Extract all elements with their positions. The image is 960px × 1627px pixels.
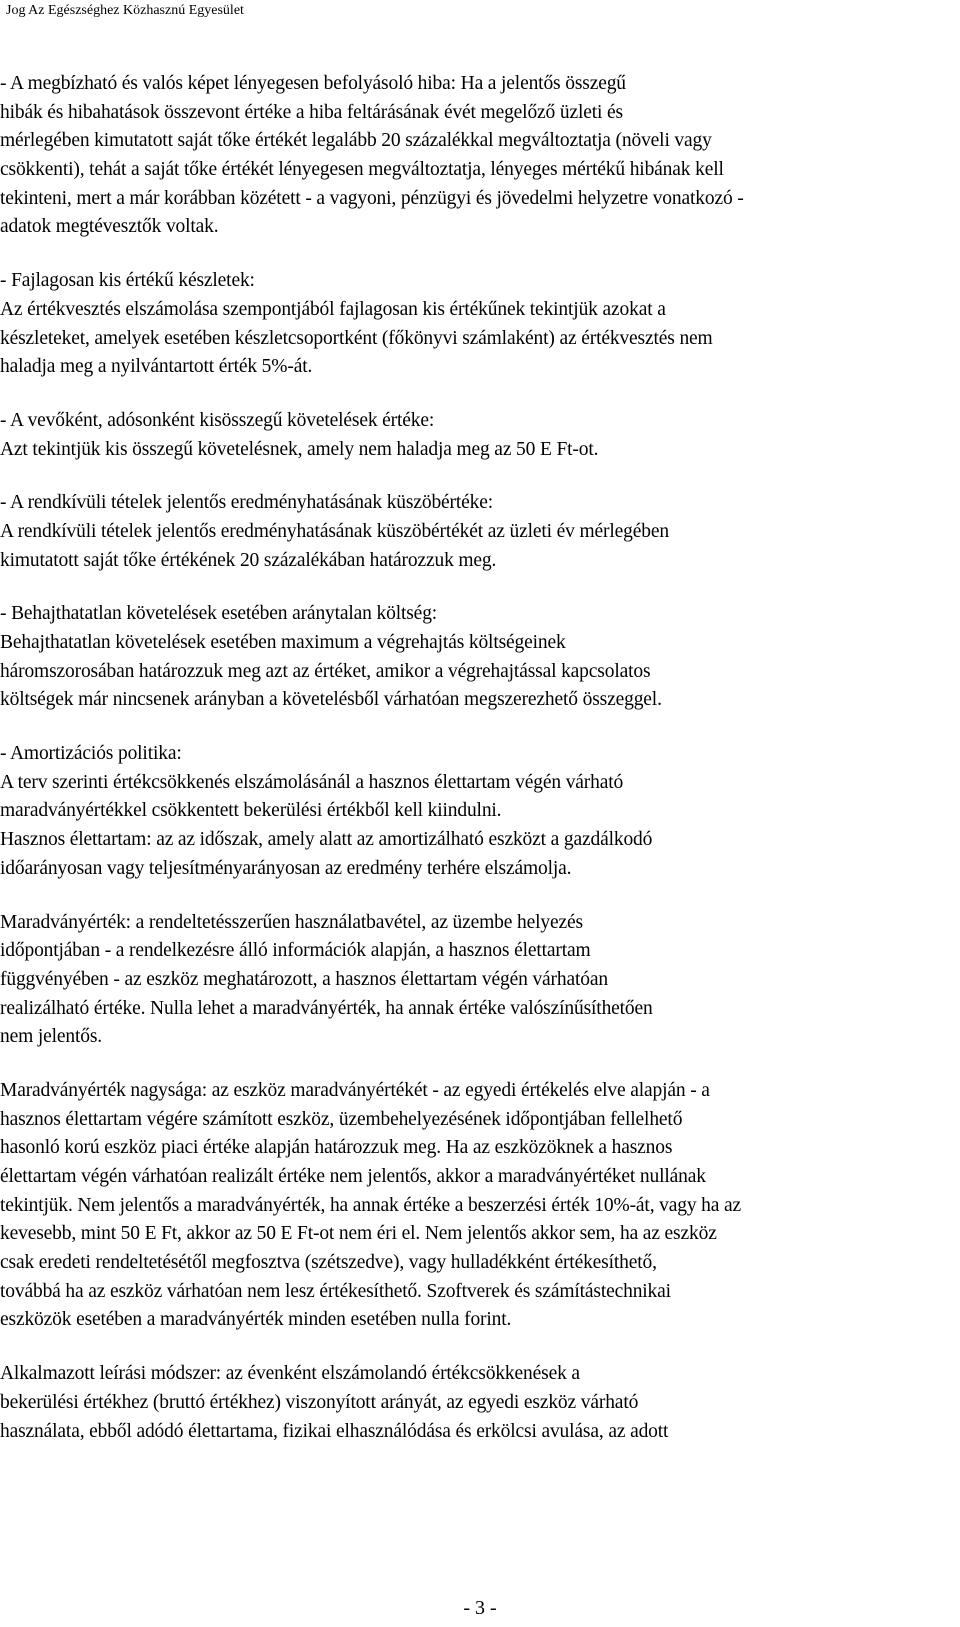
text-line: készleteket, amelyek esetében készletcsoportként (főkönyvi számlaként) az értékvesztés nem [0,327,713,349]
section-heading: - A rendkívüli tételek jelentős eredményhatásának küszöbértéke: [0,492,494,514]
text-line: csak eredeti rendeltetésétől megfosztva (szétszedve), vagy hulladékként értékesíthető, [0,1252,657,1274]
text-line: tekintjük. Nem jelentős a maradványérték, ha annak értéke a beszerzési érték 10%-át, vagy ha az [0,1194,742,1216]
text-line: A rendkívüli tételek jelentős eredményhatásának küszöbértékét az üzleti év mérlegében [0,520,669,542]
text-line: adatok megtévesztők voltak. [0,216,219,238]
paragraph-residual-value [0,909,946,1052]
text-line: Alkalmazott leírási módszer: az évenként elszámolandó értékcsökkenések a [0,1363,580,1385]
organization-header: Jog Az Egészséghez Közhasznú Egyesület [6,3,244,18]
text-line: - A megbízható és valós képet lényegesen befolyásoló hiba: Ha a jelentős összegű [0,73,626,94]
text-line: realizálható értéke. Nulla lehet a maradványérték, ha annak értéke valószínűsíthetően [0,997,653,1019]
text-line: továbbá ha az eszköz várhatóan nem lesz értékesíthető. Szoftverek és számítástechnikai [0,1280,671,1302]
section-heading: - Behajthatatlan követelések esetében aránytalan költség: [0,603,438,625]
paragraph-residual-value-size [0,1077,946,1335]
text-line: hibák és hibahatások összevont értéke a hiba feltárásának évét megelőző üzleti és [0,101,623,123]
page-number: - 3 - [463,1597,497,1619]
section-heading: - Fajlagosan kis értékű készletek: [0,270,255,292]
text-line: Behajthatatlan követelések esetében maximum a végrehajtás költségeinek [0,632,566,653]
text-line: csökkenti), tehát a saját tőke értékét lényegesen megváltoztatja, lényeges mértékű hibának kell [0,159,724,181]
paragraph-depreciation-policy [0,740,946,883]
text-line: függvényében - az eszköz meghatározott, a hasznos élettartam végén várhatóan [0,968,608,990]
text-line: Maradványérték nagysága: az eszköz maradványértékét - az egyedi értékelés elve alapján - a [0,1079,710,1101]
section-heading: - Amortizációs politika: [0,743,182,765]
text-line: Hasznos élettartam: az az időszak, amely alatt az amortizálható eszközt a gazdálkodó [0,829,653,851]
text-line: hasznos élettartam végére számított eszköz, üzembehelyezésének időpontjában fellelhető [0,1108,683,1130]
text-line: kimutatott saját tőke értékének 20 százalékában határozzuk meg. [0,549,497,571]
text-line: Az értékvesztés elszámolása szempontjából fajlagosan kis értékűnek tekintjük azokat a [0,298,666,320]
paragraph-low-value-inventory [0,267,946,382]
text-line: nem jelentős. [0,1026,103,1048]
paragraph-extraordinary-items [0,489,946,575]
paragraph-uncollectible-receivables [0,600,946,715]
text-line: háromszorosában határozzuk meg azt az értéket, amikor a végrehajtással kapcsolatos [0,660,651,682]
text-line: maradványértékkel csökkentett bekerülési értékből kell kiindulni. [0,800,502,822]
text-line: haladja meg a nyilvántartott érték 5%-át. [0,356,313,378]
paragraph-material-error [0,70,946,242]
document-body [0,70,946,1446]
paragraph-depreciation-method [0,1360,946,1446]
text-line: hasonló korú eszköz piaci értéke alapján határozzuk meg. Ha az eszközöknek a hasznos [0,1137,673,1159]
text-line: Azt tekintjük kis összegű követelésnek, amely nem haladja meg az 50 E Ft-ot. [0,438,599,460]
text-line: időpontjában - a rendelkezésre álló információk alapján, a hasznos élettartam [0,940,591,962]
text-line: mérlegében kimutatott saját tőke értékét legalább 20 százalékkal megváltoztatja (növeli vagy [0,130,712,152]
text-line: kevesebb, mint 50 E Ft, akkor az 50 E Ft-ot nem éri el. Nem jelentős akkor sem, ha az eszköz [0,1223,717,1245]
section-heading: - A vevőként, adósonként kisösszegű követelések értéke: [0,409,435,431]
paragraph-small-receivables [0,407,946,464]
text-line: élettartam végén várhatóan realizált értéke nem jelentős, akkor a maradványértéket nullának [0,1166,706,1187]
text-line: Maradványérték: a rendeltetésszerűen használatbavétel, az üzembe helyezés [0,911,583,933]
text-line: időarányosan vagy teljesítményarányosan az eredmény terhére elszámolja. [0,857,572,879]
text-line: bekerülési értékhez (bruttó értékhez) viszonyított arányát, az egyedi eszköz várható [0,1391,639,1413]
text-line: eszközök esetében a maradványérték minden esetében nulla forint. [0,1309,512,1331]
text-line: költségek már nincsenek arányban a követelésből várhatóan megszerezhető összeggel. [0,689,662,711]
text-line: használata, ebből adódó élettartama, fizikai elhasználódása és erkölcsi avulása, az adott [0,1420,669,1442]
text-line: tekinteni, mert a már korábban közétett - a vagyoni, pénzügyi és jövedelmi helyzetre vonatkozó - [0,187,744,209]
text-line: A terv szerinti értékcsökkenés elszámolásánál a hasznos élettartam végén várható [0,771,624,793]
